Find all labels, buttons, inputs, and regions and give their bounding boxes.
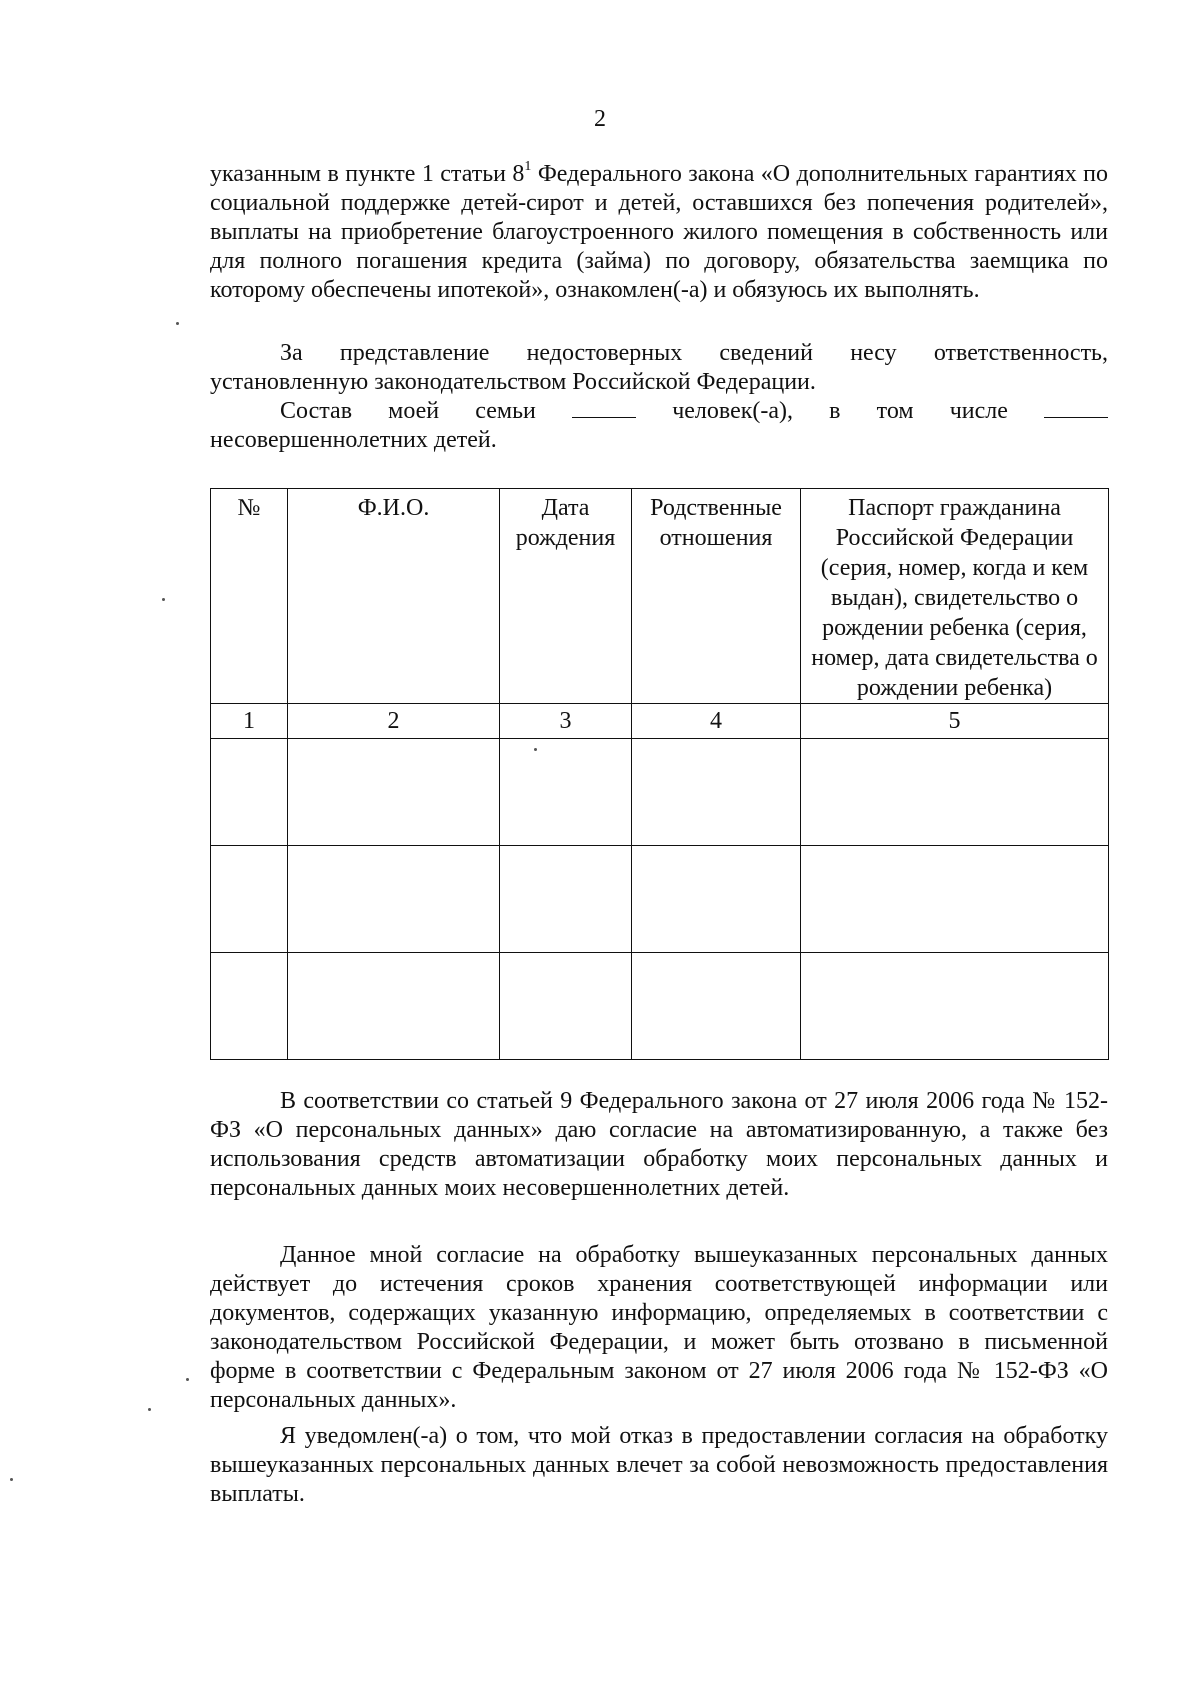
header-birth-date: Дата рождения bbox=[500, 489, 632, 704]
scan-speck bbox=[176, 322, 179, 325]
validity-paragraph bbox=[210, 1241, 1108, 1415]
validity-text: Данное мной согласие на обработку вышеуказанных персональных данных действует до истечения сроков хранения соответствующей информации или документов, содержащих указанную информацию, определяемых в соответствии с законодательством Российской Федерации, и может быть отозвано в письменной форме в соответствии с Федеральным законом от 27 июля 2006 года № 152-ФЗ «О персональных данных». bbox=[210, 1242, 1108, 1413]
family-size-blank[interactable] bbox=[572, 397, 636, 418]
intro-text-start: указанным в пункте 1 статьи 8 bbox=[210, 161, 525, 187]
header-number: № bbox=[211, 489, 288, 704]
table-cell[interactable] bbox=[288, 846, 500, 953]
table-row bbox=[211, 739, 1109, 846]
scan-speck bbox=[162, 598, 165, 601]
table-row bbox=[211, 953, 1109, 1060]
table-cell[interactable] bbox=[801, 846, 1109, 953]
column-number: 4 bbox=[632, 704, 801, 739]
scan-speck bbox=[10, 1478, 13, 1481]
scan-speck bbox=[148, 1408, 151, 1411]
table-cell[interactable] bbox=[211, 846, 288, 953]
scan-speck bbox=[534, 748, 537, 751]
table-cell[interactable] bbox=[500, 739, 632, 846]
scan-speck bbox=[186, 1378, 189, 1381]
table-cell[interactable] bbox=[801, 739, 1109, 846]
family-text-1: Состав моей семьи bbox=[280, 398, 536, 424]
refusal-paragraph bbox=[210, 1422, 1108, 1509]
table-cell[interactable] bbox=[632, 953, 801, 1060]
table-cell[interactable] bbox=[211, 953, 288, 1060]
article-superscript: 1 bbox=[524, 159, 532, 174]
intro-paragraph bbox=[210, 160, 1108, 305]
table-cell[interactable] bbox=[632, 846, 801, 953]
table-cell[interactable] bbox=[211, 739, 288, 846]
table-row bbox=[211, 846, 1109, 953]
responsibility-text: За представление недостоверных сведений несу ответственность, установленную законодательством Российской Федерации. bbox=[210, 340, 1108, 395]
column-number: 3 bbox=[500, 704, 632, 739]
column-number: 1 bbox=[211, 704, 288, 739]
family-text-2: человек(-а), в том числе bbox=[672, 398, 1008, 424]
responsibility-paragraph bbox=[210, 339, 1108, 397]
table-cell[interactable] bbox=[801, 953, 1109, 1060]
refusal-text: Я уведомлен(-а) о том, что мой отказ в предоставлении согласия на обработку вышеуказанных персональных данных влечет за собой невозможность предоставления выплаты. bbox=[210, 1423, 1108, 1507]
page-number: 2 bbox=[594, 106, 606, 132]
table-header-row bbox=[211, 489, 1109, 704]
header-passport: Паспорт гражданина Российской Федерации (серия, номер, когда и кем выдан), свидетельство о рождении ребенка (серия, номер, дата свидетельства о рождении ребенка) bbox=[801, 489, 1109, 704]
family-composition-paragraph bbox=[210, 397, 1108, 455]
family-members-table bbox=[210, 488, 1109, 1060]
column-number: 5 bbox=[801, 704, 1109, 739]
header-relationship: Родственные отношения bbox=[632, 489, 801, 704]
consent-text: В соответствии со статьей 9 Федерального закона от 27 июля 2006 года № 152-ФЗ «О персональных данных» даю согласие на автоматизированную, а также без использования средств автоматизации обработку моих персональных данных и персональных данных моих несовершеннолетних детей. bbox=[210, 1088, 1108, 1201]
children-count-blank[interactable] bbox=[1044, 397, 1108, 418]
table-cell[interactable] bbox=[632, 739, 801, 846]
table-cell[interactable] bbox=[288, 953, 500, 1060]
consent-paragraph bbox=[210, 1087, 1108, 1203]
column-number: 2 bbox=[288, 704, 500, 739]
table-cell[interactable] bbox=[500, 846, 632, 953]
family-text-3: несовершеннолетних детей. bbox=[210, 427, 497, 453]
intro-text-rest: Федерального закона «О дополнительных гарантиях по социальной поддержке детей-сирот и детей, оставшихся без попечения родителей», выплаты на приобретение благоустроенного жилого помещения в собственность или для полного погашения кредита (займа) по договору, обязательства заемщика по которому обеспечены ипотекой», ознакомлен(-а) и обязуюсь их выполнять. bbox=[210, 161, 1109, 303]
table-cell[interactable] bbox=[288, 739, 500, 846]
column-numbers-row bbox=[211, 704, 1109, 739]
table-cell[interactable] bbox=[500, 953, 632, 1060]
header-full-name: Ф.И.О. bbox=[288, 489, 500, 704]
